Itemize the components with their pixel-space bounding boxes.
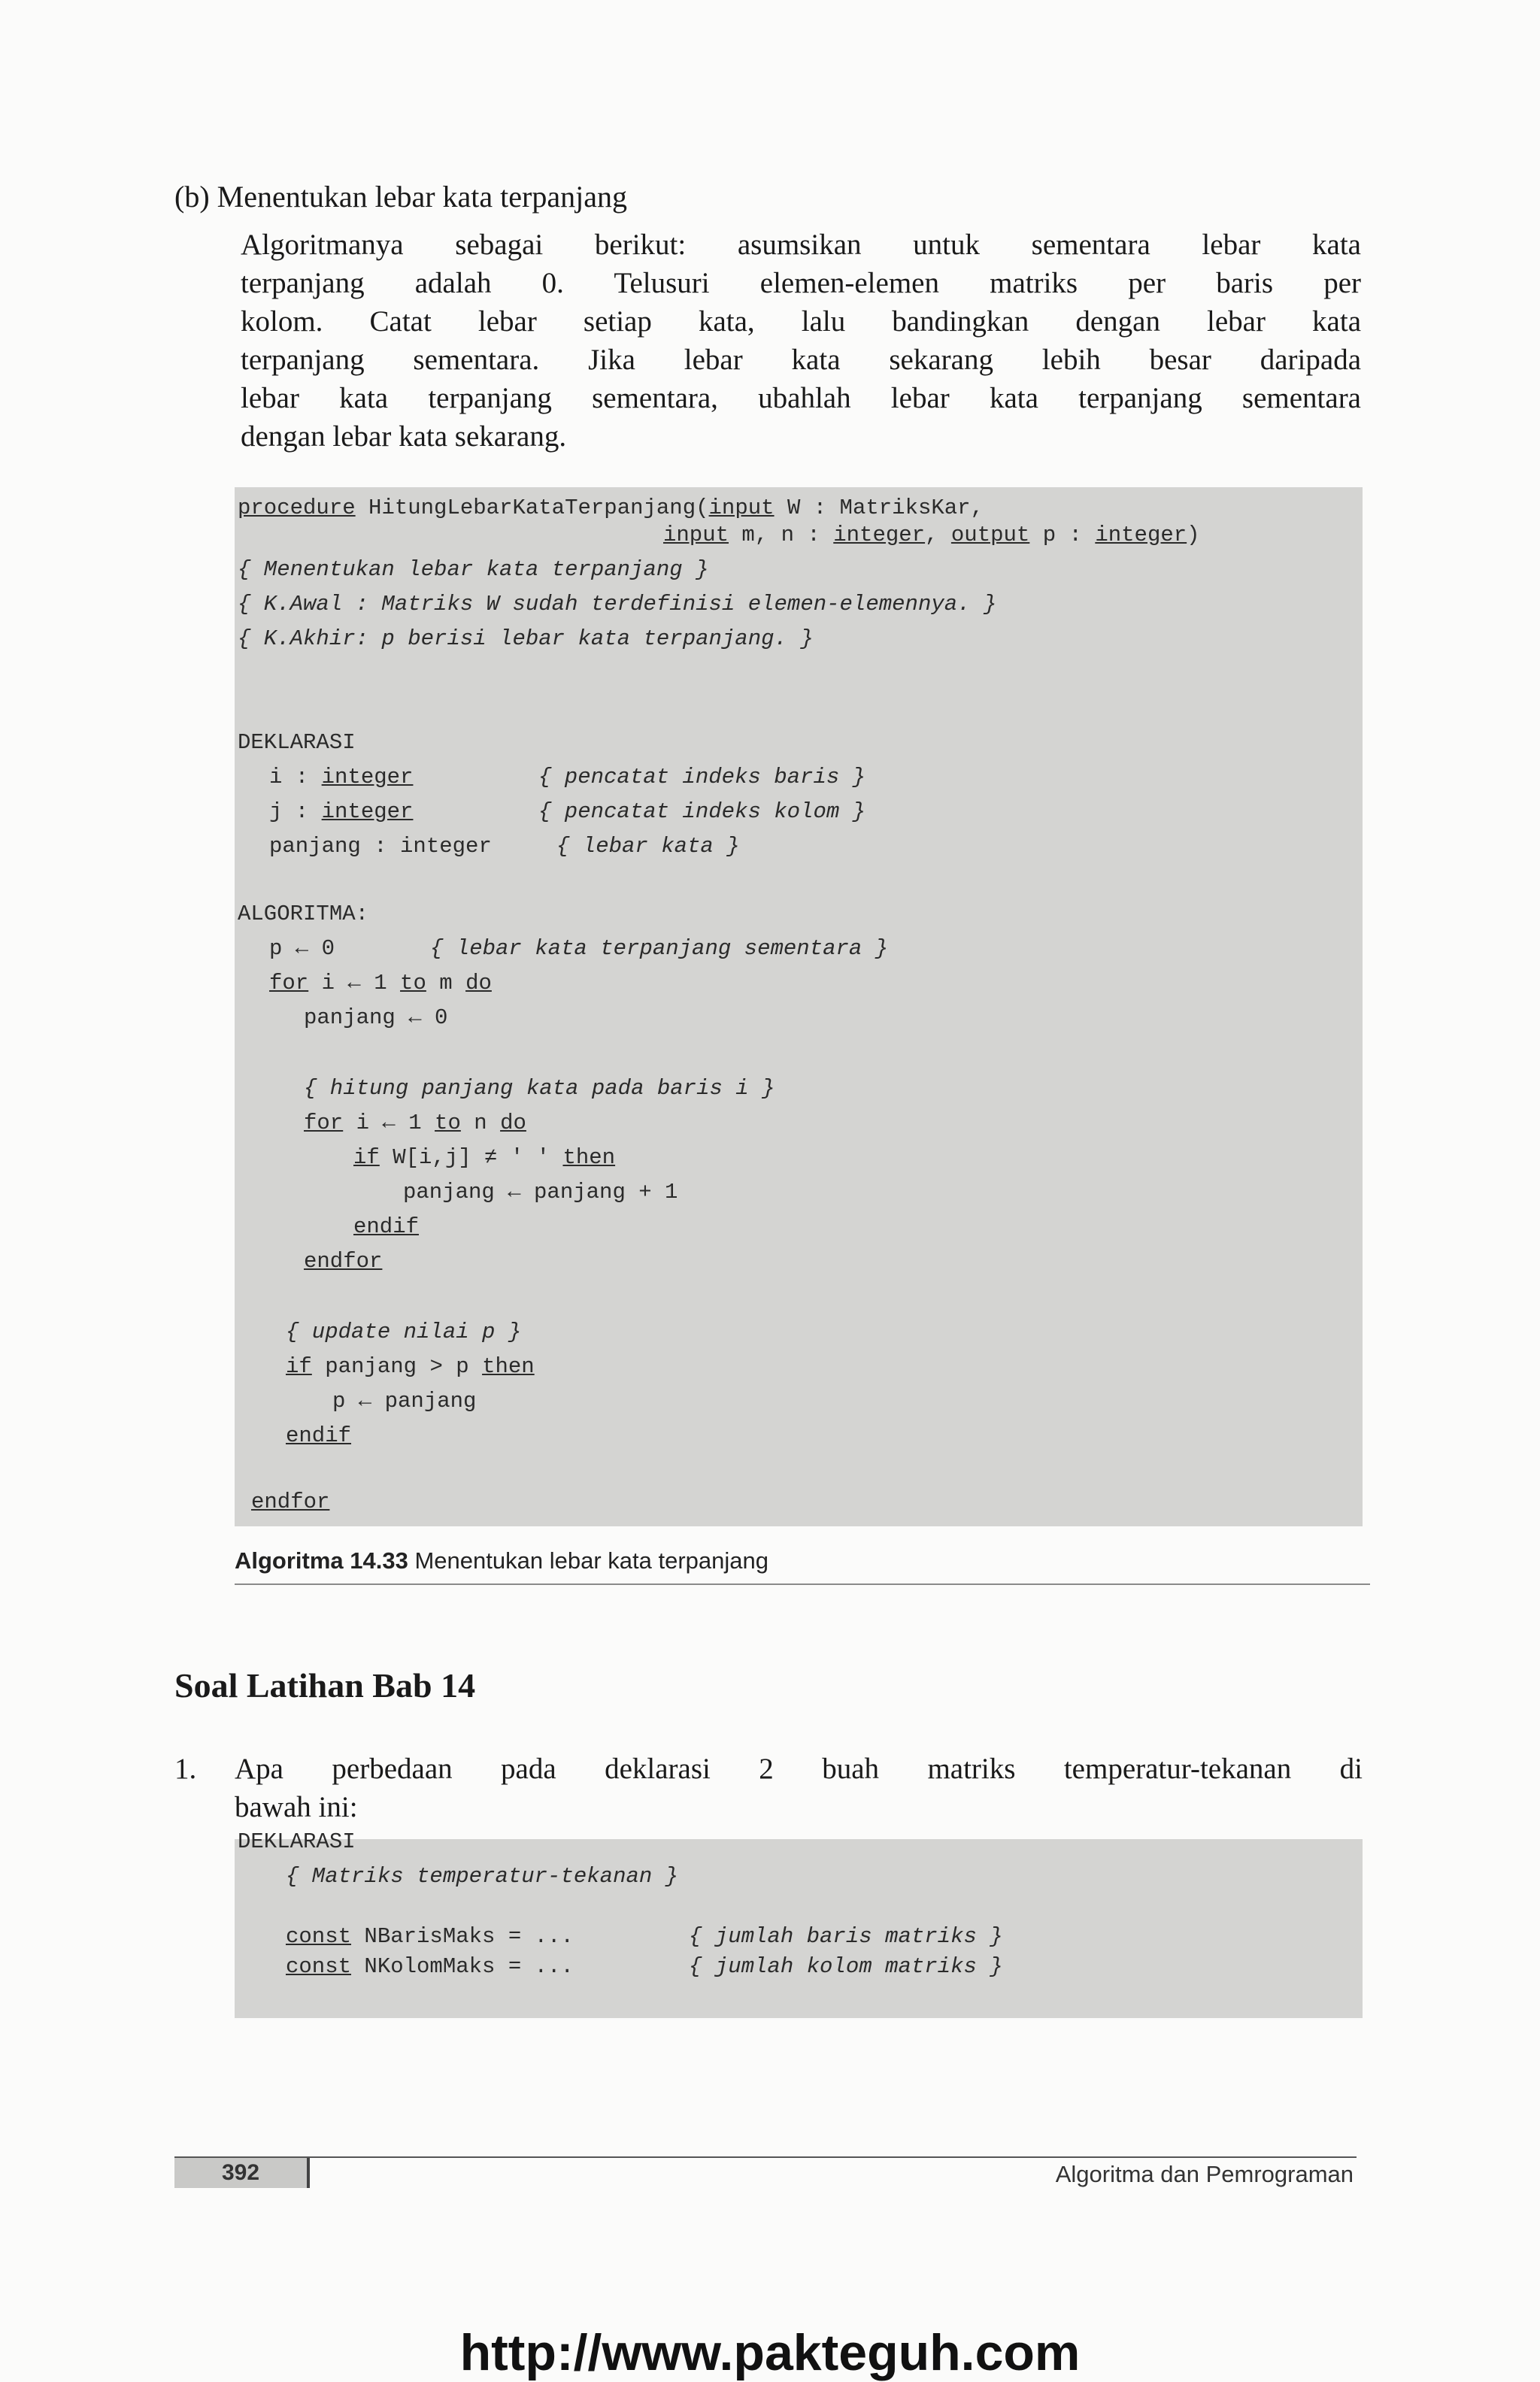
code-line: procedure HitungLebarKataTerpanjang(input W : MatriksKar, <box>238 495 984 520</box>
code-line: p ← 0 <box>269 936 335 961</box>
code-comment: { K.Akhir: p berisi lebar kata terpanjang. } <box>238 626 814 651</box>
code-line: endif <box>286 1423 352 1448</box>
code-comment: { Matriks temperatur-tekanan } <box>286 1864 679 1889</box>
watermark-url: http://www.pakteguh.com <box>459 2324 1081 2381</box>
code-line: endif <box>353 1214 420 1239</box>
code-comment: { hitung panjang kata pada baris i } <box>304 1076 775 1101</box>
exercises-title: Soal Latihan Bab 14 <box>174 1666 476 1705</box>
paragraph-line: dengan lebar kata sekarang. <box>241 420 567 453</box>
code-comment: { jumlah baris matriks } <box>689 1924 1003 1949</box>
declaration-code <box>235 1827 1363 2018</box>
code-line: for i ← 1 to n do <box>304 1111 526 1135</box>
section-paragraph <box>241 226 1361 456</box>
code-line: if panjang > p then <box>286 1354 535 1379</box>
code-line: p ← panjang <box>332 1389 477 1414</box>
code-comment: { K.Awal : Matriks W sudah terdefinisi elemen-elemennya. } <box>238 592 997 617</box>
code-line: j : integer <box>269 799 414 824</box>
code-comment: { lebar kata } <box>556 834 740 859</box>
code-line: DEKLARASI <box>238 1829 356 1854</box>
code-line: ALGORITMA: <box>238 902 369 926</box>
code-line: for i ← 1 to m do <box>269 971 492 996</box>
paragraph-line: terpanjang adalah 0. Telusuri elemen-elemen matriks per baris per <box>241 267 1361 299</box>
code-line: panjang ← panjang + 1 <box>403 1180 678 1205</box>
code-line: panjang ← 0 <box>304 1005 448 1030</box>
code-line: panjang : integer <box>269 834 492 859</box>
section-heading: (b) Menentukan lebar kata terpanjang <box>174 180 627 214</box>
caption-label: Algoritma 14.33 <box>235 1547 408 1574</box>
code-comment: { pencatat indeks kolom } <box>538 799 866 824</box>
code-comment: { jumlah kolom matriks } <box>689 1954 1003 1979</box>
code-line: i : integer <box>269 765 414 789</box>
question-text <box>235 1750 1363 1826</box>
code-line: const NBarisMaks = ... <box>286 1924 574 1949</box>
paragraph-line: kolom. Catat lebar setiap kata, lalu bandingkan dengan lebar kata <box>241 305 1361 338</box>
question-line: bawah ini: <box>235 1791 358 1823</box>
code-line: input m, n : integer, output p : integer) <box>663 523 1200 547</box>
question-line: Apa perbedaan pada deklarasi 2 buah matriks temperatur-tekanan di <box>235 1753 1363 1785</box>
code-line: const NKolomMaks = ... <box>286 1954 574 1979</box>
page-number: 392 <box>174 2158 310 2188</box>
algorithm-caption <box>235 1544 1370 1585</box>
code-line: DEKLARASI <box>238 730 356 755</box>
caption-text: Menentukan lebar kata terpanjang <box>408 1547 768 1574</box>
code-line: endfor <box>304 1249 383 1274</box>
code-comment: { pencatat indeks baris } <box>538 765 866 789</box>
code-comment: { lebar kata terpanjang sementara } <box>430 936 889 961</box>
code-line: if W[i,j] ≠ ' ' then <box>353 1145 616 1170</box>
paragraph-line: terpanjang sementara. Jika lebar kata sekarang lebih besar daripada <box>241 344 1361 376</box>
question-number: 1. <box>174 1753 197 1785</box>
footer-rule <box>174 2156 1357 2158</box>
algorithm-code <box>235 487 1363 1526</box>
code-comment: { Menentukan lebar kata terpanjang } <box>238 557 709 582</box>
footer-book-title: Algoritma dan Pemrograman <box>1055 2161 1354 2187</box>
paragraph-line: lebar kata terpanjang sementara, ubahlah lebar kata terpanjang sementara <box>241 382 1361 414</box>
code-line: endfor <box>251 1490 330 1514</box>
code-comment: { update nilai p } <box>286 1320 522 1344</box>
paragraph-line: Algoritmanya sebagai berikut: asumsikan untuk sementara lebar kata <box>241 229 1361 261</box>
